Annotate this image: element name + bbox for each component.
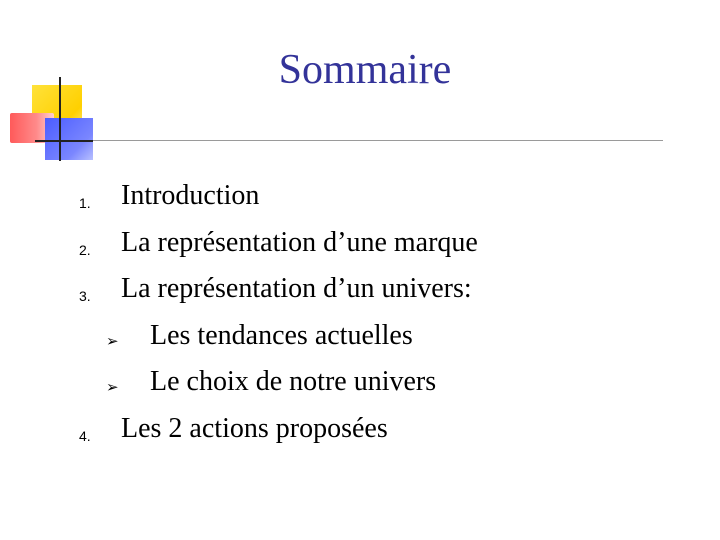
list-item-number: 4. — [79, 428, 91, 444]
sub-list-item-text: Le choix de notre univers — [150, 366, 437, 397]
arrowhead-bullet-icon: ➢ — [106, 332, 119, 350]
list-item-text: Les 2 actions proposées — [121, 413, 388, 444]
sub-list-item-text: Les tendances actuelles — [150, 320, 413, 351]
slide-title: Sommaire — [278, 47, 452, 93]
list-item-number: 3. — [79, 288, 91, 304]
logo-horizontal-line — [35, 140, 93, 142]
list-item-number: 2. — [79, 242, 91, 258]
list-item-text: Introduction — [121, 180, 260, 211]
logo-vertical-line — [59, 77, 61, 161]
colored-squares-logo — [0, 0, 100, 170]
arrowhead-bullet-icon: ➢ — [106, 378, 119, 396]
list-item-text: La représentation d’une marque — [121, 227, 478, 258]
list-item-number: 1. — [79, 195, 91, 211]
title-rule — [93, 140, 663, 141]
list-item-text: La représentation d’un univers: — [121, 273, 472, 304]
blue-square — [45, 118, 93, 160]
